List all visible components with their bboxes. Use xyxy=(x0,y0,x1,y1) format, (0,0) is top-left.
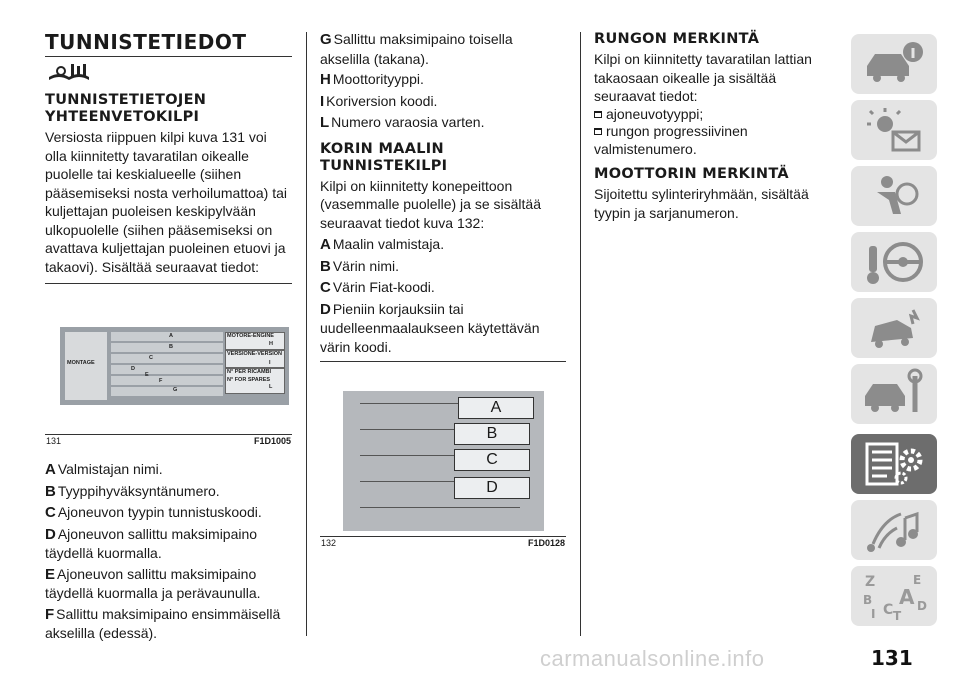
car-info-icon xyxy=(859,38,929,90)
figure-131: MOTORE-ENGINE VERSIONE-VERSION N° PER RICAMBI N° FOR SPARES MONTAGE A B C D E F G H I L xyxy=(45,294,292,434)
bullet-icon xyxy=(594,128,602,135)
column-divider xyxy=(580,32,581,636)
svg-text:A: A xyxy=(899,585,915,609)
paint-plate-cell: B xyxy=(454,423,530,445)
list-item: F Sallittu maksimipaino ensimmäisellä akselilla (edessä). xyxy=(45,605,281,641)
section-heading-summary-plate: TUNNISTETIETOJEN YHTEENVETOKILPI xyxy=(45,92,207,125)
figure-131-top-rule xyxy=(45,283,292,284)
page-number: 131 xyxy=(871,646,913,670)
list-item: C Värin Fiat-koodi. xyxy=(320,279,435,296)
tab-starting-driving[interactable] xyxy=(851,232,937,292)
key-steering-icon xyxy=(859,236,929,288)
paint-plate-cell: C xyxy=(454,449,530,471)
column-divider xyxy=(306,32,307,636)
figure-code: F1D0128 xyxy=(527,538,565,548)
column-3 xyxy=(594,30,840,222)
list-item: G Sallittu maksimipaino toisella akselilla (takana). xyxy=(320,31,513,67)
paint-fields-list xyxy=(320,235,566,356)
car-maintenance-icon xyxy=(859,368,929,420)
figure-132-top-rule xyxy=(320,361,566,362)
list-item: L Numero varaosia varten. xyxy=(320,114,485,131)
section-heading-chassis: RUNGON MERKINTÄ xyxy=(594,31,760,47)
plate-fields-list-continued xyxy=(320,30,566,133)
plate-label: MOTORE-ENGINE xyxy=(227,333,274,339)
tab-multimedia[interactable] xyxy=(851,500,937,560)
tab-safety[interactable] xyxy=(851,166,937,226)
plate-label: VERSIONE-VERSION xyxy=(227,351,283,357)
svg-text:B: B xyxy=(863,593,873,607)
list-item: A Maalin valmistaja. xyxy=(320,236,445,253)
list-item: E Ajoneuvon sallittu maksimipaino täydellä kuormalla ja perävaunulla. xyxy=(45,565,261,601)
chassis-intro: Kilpi on kiinnitetty tavaratilan lattian takaosaan oikealle ja sisältää seuraavat tiedot: xyxy=(594,51,812,104)
list-item: B Värin nimi. xyxy=(320,257,399,275)
svg-text:C: C xyxy=(883,602,894,618)
technical-data-icon xyxy=(859,438,929,490)
list-item: A Valmistajan nimi. xyxy=(45,461,163,478)
section-heading-paint-plate: KORIN MAALIN TUNNISTEKILPI xyxy=(320,140,448,174)
figure-number: 132 xyxy=(321,538,337,548)
figure-131-caption xyxy=(45,434,292,446)
tab-emergency[interactable] xyxy=(851,298,937,358)
list-item: D Ajoneuvon sallittu maksimipaino täydellä kuormalla. xyxy=(45,525,258,561)
plate-label: N° FOR SPARES xyxy=(227,377,271,383)
multimedia-icon xyxy=(859,504,929,556)
list-item: D Pieniin korjauksiin tai uudelleenmaalaukseen käytettävän värin koodi. xyxy=(320,300,540,355)
list-item: C Ajoneuvon tyypin tunnistuskoodi. xyxy=(45,504,262,521)
figure-132-caption xyxy=(320,536,566,548)
svg-text:I: I xyxy=(871,607,876,621)
summary-plate-intro: Versiosta riippuen kilpi kuva 131 voi olla kiinnitetty tavaratilan oikealle puolelle tai keskialueelle (siihen pääsemiseksi nosta verhoilumattoa) tai kuljettajan puoleisen keskipylvään ulkopuolelle (siihen pääsemiseksi on avattava kuljettajan puoleinen etuovi ja takaovi). Sisältää seuraavat tiedot: xyxy=(45,129,288,275)
car-crash-icon xyxy=(859,302,929,354)
paint-plate-cell: A xyxy=(458,397,534,419)
list-item: I Koriversion koodi. xyxy=(320,92,438,110)
figure-code: F1D1005 xyxy=(253,436,291,446)
paint-plate-cell: D xyxy=(454,477,530,499)
list-item: rungon progressiivinen xyxy=(594,123,840,140)
svg-text:T: T xyxy=(893,609,902,622)
plate-label: MONTAGE xyxy=(67,360,95,366)
figure-132 xyxy=(320,381,566,536)
list-item: B Tyyppihyväksyntänumero. xyxy=(45,482,220,500)
column-2 xyxy=(320,30,566,548)
tab-dashboard-lights[interactable] xyxy=(851,100,937,160)
svg-text:Z: Z xyxy=(865,574,876,590)
page-title: TUNNISTETIEDOT xyxy=(45,30,292,57)
column-1 xyxy=(45,30,292,645)
list-item: H Moottorityyppi. xyxy=(320,71,424,88)
tab-technical-data[interactable] xyxy=(851,434,937,494)
tab-maintenance[interactable] xyxy=(851,364,937,424)
paint-plate-intro: Kilpi on kiinnitetty konepeittoon (vasemmalle puolelle) ja se sisältää seuraavat tiedot kuva 132: xyxy=(320,177,541,231)
dashboard-lights-icon xyxy=(859,104,929,156)
list-item: ajoneuvotyyppi; xyxy=(594,106,840,123)
tab-car-info[interactable] xyxy=(851,34,937,94)
figure-number: 131 xyxy=(46,436,62,446)
safety-airbag-icon xyxy=(859,170,929,222)
tab-index[interactable] xyxy=(851,566,937,626)
section-heading-engine: MOOTTORIN MERKINTÄ xyxy=(594,166,789,182)
engine-text: Sijoitettu sylinteriryhmään, sisältää tyypin ja sarjanumeron. xyxy=(594,186,809,221)
bullet-icon xyxy=(594,111,602,118)
svg-text:E: E xyxy=(913,573,922,587)
svg-text:D: D xyxy=(917,599,927,613)
watermark: carmanualsonline.info xyxy=(540,646,765,671)
plate-label: N° PER RICAMBI xyxy=(227,369,272,375)
book-wrench-icon xyxy=(47,63,292,88)
alphabetical-index-icon xyxy=(859,570,929,622)
bullet-continuation: valmistenumero. xyxy=(594,140,697,157)
plate-fields-list xyxy=(45,460,292,643)
